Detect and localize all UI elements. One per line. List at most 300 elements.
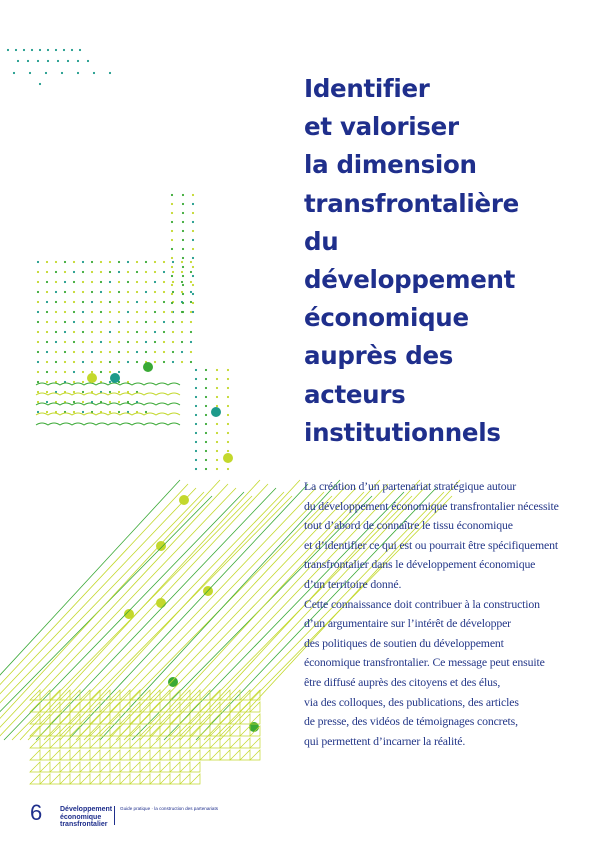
pattern-triangle — [240, 702, 250, 712]
pattern-triangle — [240, 738, 250, 748]
pattern-dot — [82, 291, 84, 293]
pattern-dot — [216, 396, 218, 398]
pattern-dot — [37, 351, 39, 353]
pattern-dot — [136, 351, 138, 353]
pattern-triangle — [140, 750, 150, 760]
pattern-dot — [192, 311, 194, 313]
pattern-dot — [82, 321, 84, 323]
pattern-triangle — [190, 750, 200, 760]
pattern-dot — [46, 291, 48, 293]
pattern-dot — [73, 331, 75, 333]
pattern-triangle — [210, 750, 220, 760]
pattern-hatch — [52, 496, 292, 740]
body-line: du développement économique transfrontalier nécessite — [304, 498, 559, 513]
pattern-dot — [145, 311, 147, 313]
pattern-dot — [211, 407, 221, 417]
pattern-triangle — [80, 690, 90, 700]
pattern-triangle — [110, 702, 120, 712]
pattern-triangle — [150, 738, 160, 748]
pattern-triangle — [170, 762, 180, 772]
pattern-dot — [190, 361, 192, 363]
pattern-dot — [205, 423, 207, 425]
pattern-triangle — [160, 714, 170, 724]
pattern-dot — [227, 450, 229, 452]
pattern-dot — [195, 387, 197, 389]
pattern-dot — [190, 331, 192, 333]
pattern-hatch — [0, 484, 188, 740]
pattern-dot — [118, 361, 120, 363]
pattern-dot — [192, 293, 194, 295]
pattern-dot — [227, 396, 229, 398]
pattern-dot — [163, 351, 165, 353]
pattern-dot — [109, 291, 111, 293]
pattern-dot — [79, 49, 81, 51]
pattern-dot — [154, 271, 156, 273]
pattern-dot — [39, 83, 41, 85]
pattern-triangle — [150, 762, 160, 772]
pattern-dot — [31, 49, 33, 51]
pattern-dot — [118, 291, 120, 293]
pattern-dot — [118, 411, 120, 413]
pattern-dot — [171, 311, 173, 313]
pattern-hatch — [0, 484, 228, 740]
pattern-triangle — [40, 762, 50, 772]
pattern-dot — [73, 361, 75, 363]
pattern-dot — [163, 291, 165, 293]
pattern-dot — [46, 301, 48, 303]
pattern-dot — [55, 341, 57, 343]
pattern-dot — [171, 284, 173, 286]
pattern-dot — [136, 291, 138, 293]
pattern-dot — [192, 194, 194, 196]
pattern-triangle — [240, 726, 250, 736]
pattern-dot — [55, 261, 57, 263]
pattern-triangle — [250, 702, 260, 712]
pattern-dot — [37, 411, 39, 413]
pattern-dot — [182, 221, 184, 223]
pattern-triangle — [60, 738, 70, 748]
pattern-hatch — [76, 488, 316, 740]
pattern-dot — [127, 291, 129, 293]
pattern-triangle — [230, 738, 240, 748]
pattern-dot — [192, 302, 194, 304]
pattern-dot — [136, 331, 138, 333]
pattern-dot — [136, 301, 138, 303]
pattern-dot — [192, 275, 194, 277]
pattern-dot — [46, 331, 48, 333]
pattern-dot — [64, 291, 66, 293]
pattern-dot — [37, 381, 39, 383]
pattern-dot — [100, 291, 102, 293]
pattern-dot — [55, 271, 57, 273]
pattern-dot — [73, 381, 75, 383]
pattern-dot — [100, 301, 102, 303]
pattern-dot — [216, 450, 218, 452]
pattern-wave — [36, 393, 180, 395]
pattern-triangle — [220, 702, 230, 712]
pattern-dot — [145, 301, 147, 303]
pattern-dot — [127, 301, 129, 303]
pattern-dot — [118, 261, 120, 263]
pattern-dot — [127, 351, 129, 353]
pattern-dot — [205, 450, 207, 452]
pattern-hatch — [0, 492, 204, 740]
pattern-dot — [127, 331, 129, 333]
pattern-dot — [55, 49, 57, 51]
pattern-dot — [192, 239, 194, 241]
pattern-dot — [64, 311, 66, 313]
pattern-dot — [46, 381, 48, 383]
pattern-triangle — [40, 750, 50, 760]
pattern-dot — [37, 401, 39, 403]
pattern-dot — [100, 341, 102, 343]
pattern-dot — [46, 391, 48, 393]
pattern-dot — [109, 351, 111, 353]
pattern-dot — [64, 301, 66, 303]
pattern-dot — [55, 281, 57, 283]
pattern-dot — [91, 341, 93, 343]
pattern-dot — [205, 405, 207, 407]
body-line: tout d’abord de connaître le tissu économique — [304, 518, 513, 533]
pattern-triangle — [170, 738, 180, 748]
pattern-dot — [73, 411, 75, 413]
pattern-dot — [154, 291, 156, 293]
pattern-triangle — [100, 714, 110, 724]
pattern-triangle — [230, 702, 240, 712]
pattern-dot — [93, 72, 95, 74]
pattern-dot — [181, 331, 183, 333]
pattern-triangle — [110, 750, 120, 760]
pattern-triangle — [90, 750, 100, 760]
pattern-triangle — [200, 702, 210, 712]
pattern-dot — [87, 373, 97, 383]
pattern-triangle — [70, 738, 80, 748]
pattern-dot — [118, 301, 120, 303]
pattern-dot — [82, 361, 84, 363]
pattern-dot — [227, 423, 229, 425]
pattern-dot — [205, 369, 207, 371]
pattern-dot — [91, 351, 93, 353]
pattern-dot — [46, 311, 48, 313]
pattern-dot — [37, 301, 39, 303]
pattern-dot — [73, 301, 75, 303]
pattern-hatch — [20, 480, 260, 740]
pattern-triangle — [150, 750, 160, 760]
pattern-dot — [100, 311, 102, 313]
pattern-dot — [227, 414, 229, 416]
pattern-dot — [73, 281, 75, 283]
pattern-dot — [82, 371, 84, 373]
pattern-dot — [109, 311, 111, 313]
pattern-triangle — [130, 738, 140, 748]
brand-line: Développement — [60, 806, 113, 813]
brand-line: transfrontalier — [60, 821, 108, 829]
pattern-triangle — [220, 714, 230, 724]
pattern-triangle — [170, 726, 180, 736]
body-line: Cette connaissance doit contribuer à la construction — [304, 596, 540, 611]
pattern-dot — [127, 261, 129, 263]
pattern-dot — [15, 49, 17, 51]
pattern-dot — [37, 291, 39, 293]
body-line: être diffusé auprès des citoyens et des élus, — [304, 674, 501, 689]
pattern-dot — [109, 411, 111, 413]
body-line: des politiques de soutien du développement — [304, 635, 504, 650]
pattern-dot — [182, 212, 184, 214]
pattern-dot — [182, 293, 184, 295]
pattern-dot — [171, 203, 173, 205]
pattern-dot — [127, 311, 129, 313]
title-line: auprès des — [304, 341, 454, 371]
pattern-dot — [182, 284, 184, 286]
pattern-dot — [154, 341, 156, 343]
pattern-dot — [55, 331, 57, 333]
pattern-dot — [171, 257, 173, 259]
pattern-dot — [195, 468, 197, 470]
pattern-dot — [171, 230, 173, 232]
pattern-dot — [172, 321, 174, 323]
pattern-dot — [100, 351, 102, 353]
pattern-dot — [127, 271, 129, 273]
pattern-dot — [172, 281, 174, 283]
pattern-dot — [91, 331, 93, 333]
pattern-dot — [55, 321, 57, 323]
pattern-dot — [190, 281, 192, 283]
pattern-dot — [17, 60, 19, 62]
pattern-dot — [195, 423, 197, 425]
pattern-dot — [163, 271, 165, 273]
pattern-dot — [109, 401, 111, 403]
pattern-dot — [37, 361, 39, 363]
pattern-triangle — [80, 702, 90, 712]
pattern-dot — [118, 351, 120, 353]
pattern-dot — [216, 378, 218, 380]
pattern-dot — [37, 60, 39, 62]
pattern-dot — [205, 378, 207, 380]
pattern-dot — [190, 291, 192, 293]
pattern-dot — [182, 248, 184, 250]
pattern-dot — [73, 351, 75, 353]
pattern-triangle — [40, 702, 50, 712]
pattern-dot — [190, 341, 192, 343]
pattern-triangle — [100, 774, 110, 784]
pattern-dot — [163, 321, 165, 323]
pattern-dot — [172, 291, 174, 293]
pattern-dot — [181, 361, 183, 363]
pattern-dot — [195, 414, 197, 416]
pattern-triangle — [30, 714, 40, 724]
pattern-dot — [127, 361, 129, 363]
pattern-dot — [127, 281, 129, 283]
pattern-triangle — [100, 738, 110, 748]
pattern-dot — [73, 391, 75, 393]
pattern-dot — [205, 432, 207, 434]
pattern-dot — [118, 271, 120, 273]
pattern-dot — [195, 441, 197, 443]
pattern-dot — [37, 311, 39, 313]
pattern-dot — [181, 271, 183, 273]
pattern-dot — [64, 271, 66, 273]
pattern-dot — [156, 541, 166, 551]
pattern-dot — [46, 341, 48, 343]
pattern-dot — [181, 281, 183, 283]
pattern-dot — [205, 441, 207, 443]
pattern-dot — [46, 371, 48, 373]
pattern-triangle — [180, 762, 190, 772]
pattern-dot — [118, 321, 120, 323]
pattern-dot — [190, 321, 192, 323]
pattern-wave — [36, 383, 180, 385]
pattern-dot — [46, 411, 48, 413]
pattern-triangle — [120, 726, 130, 736]
pattern-dot — [91, 281, 93, 283]
pattern-triangle — [80, 762, 90, 772]
body-line: d’un territoire donné. — [304, 576, 402, 591]
body-line: La création d’un partenariat stratégique autour — [304, 479, 517, 493]
pattern-triangle — [190, 714, 200, 724]
pattern-dot — [163, 361, 165, 363]
pattern-triangle — [160, 702, 170, 712]
pattern-dot — [227, 468, 229, 470]
pattern-dot — [172, 341, 174, 343]
pattern-dot — [82, 281, 84, 283]
title-line: développement — [304, 265, 516, 295]
pattern-dot — [37, 331, 39, 333]
pattern-dot — [55, 371, 57, 373]
pattern-dot — [64, 371, 66, 373]
pattern-dot — [55, 301, 57, 303]
pattern-triangle — [160, 750, 170, 760]
pattern-dot — [77, 60, 79, 62]
pattern-triangle — [120, 750, 130, 760]
pattern-dot — [216, 405, 218, 407]
pattern-dot — [110, 373, 120, 383]
pattern-triangle — [220, 738, 230, 748]
pattern-dot — [47, 60, 49, 62]
title-line: transfrontalière — [304, 188, 519, 218]
pattern-triangle — [140, 714, 150, 724]
pattern-dot — [136, 341, 138, 343]
pattern-dot — [109, 261, 111, 263]
pattern-triangle — [130, 726, 140, 736]
pattern-dot — [182, 230, 184, 232]
pattern-dot — [87, 60, 89, 62]
pattern-triangle — [180, 774, 190, 784]
pattern-triangle — [40, 714, 50, 724]
pattern-triangle — [40, 690, 50, 700]
pattern-dot — [82, 401, 84, 403]
pattern-dot — [118, 331, 120, 333]
pattern-dot — [163, 311, 165, 313]
pattern-triangle — [140, 774, 150, 784]
pattern-dot — [172, 271, 174, 273]
pattern-dot — [205, 387, 207, 389]
pattern-dot — [227, 432, 229, 434]
pattern-dot — [27, 60, 29, 62]
pattern-dot — [73, 321, 75, 323]
pattern-triangle — [50, 738, 60, 748]
pattern-dot — [205, 459, 207, 461]
pattern-dot — [91, 271, 93, 273]
pattern-dot — [136, 321, 138, 323]
pattern-dot — [13, 72, 15, 74]
pattern-triangle — [200, 714, 210, 724]
pattern-dot — [145, 271, 147, 273]
pattern-dot — [37, 281, 39, 283]
pattern-hatch — [60, 480, 300, 740]
pattern-triangle — [130, 762, 140, 772]
body-line: transfrontalier dans le développement économique — [304, 557, 536, 572]
pattern-triangle — [190, 774, 200, 784]
pattern-triangle — [120, 762, 130, 772]
pattern-dot — [192, 212, 194, 214]
pattern-dot — [182, 275, 184, 277]
pattern-dot — [192, 230, 194, 232]
pattern-triangle — [150, 714, 160, 724]
pattern-dot — [145, 261, 147, 263]
pattern-dot — [145, 281, 147, 283]
pattern-dot — [64, 331, 66, 333]
pattern-dot — [100, 321, 102, 323]
pattern-triangle — [90, 774, 100, 784]
pattern-dot — [91, 261, 93, 263]
pattern-triangle — [130, 750, 140, 760]
pattern-triangle — [50, 726, 60, 736]
pattern-dot — [46, 271, 48, 273]
pattern-dot — [136, 271, 138, 273]
pattern-triangle — [40, 774, 50, 784]
pattern-dot — [91, 311, 93, 313]
body-line: et d’identifier ce qui est ou pourrait être spécifiquement — [304, 537, 559, 552]
pattern-triangle — [180, 702, 190, 712]
pattern-dot — [195, 459, 197, 461]
pattern-dot — [190, 301, 192, 303]
pattern-dot — [163, 301, 165, 303]
pattern-dot — [46, 281, 48, 283]
pattern-dot — [216, 432, 218, 434]
pattern-dot — [55, 291, 57, 293]
pattern-dot — [46, 361, 48, 363]
pattern-dot — [216, 468, 218, 470]
pattern-dot — [109, 271, 111, 273]
pattern-dot — [192, 221, 194, 223]
pattern-triangle — [30, 750, 40, 760]
pattern-dot — [190, 311, 192, 313]
pattern-triangle — [30, 774, 40, 784]
pattern-triangle — [200, 750, 210, 760]
pattern-dot — [171, 248, 173, 250]
pattern-dot — [109, 391, 111, 393]
pattern-dot — [136, 261, 138, 263]
pattern-dot — [91, 301, 93, 303]
pattern-dot — [171, 239, 173, 241]
pattern-triangle — [40, 726, 50, 736]
pattern-dot — [154, 321, 156, 323]
pattern-triangle — [220, 750, 230, 760]
pattern-dot — [216, 423, 218, 425]
pattern-dot — [37, 391, 39, 393]
pattern-triangle — [140, 762, 150, 772]
body-line: de presse, des vidéos de témoignages concrets, — [304, 714, 518, 729]
body-paragraph — [304, 477, 584, 751]
pattern-dot — [45, 72, 47, 74]
body-line: qui permettent d’incarner la réalité. — [304, 733, 466, 748]
pattern-dot — [216, 387, 218, 389]
pattern-dot — [109, 381, 111, 383]
pattern-dot — [171, 302, 173, 304]
pattern-dot — [227, 378, 229, 380]
pattern-wave — [36, 413, 180, 415]
footer-divider — [114, 806, 115, 825]
